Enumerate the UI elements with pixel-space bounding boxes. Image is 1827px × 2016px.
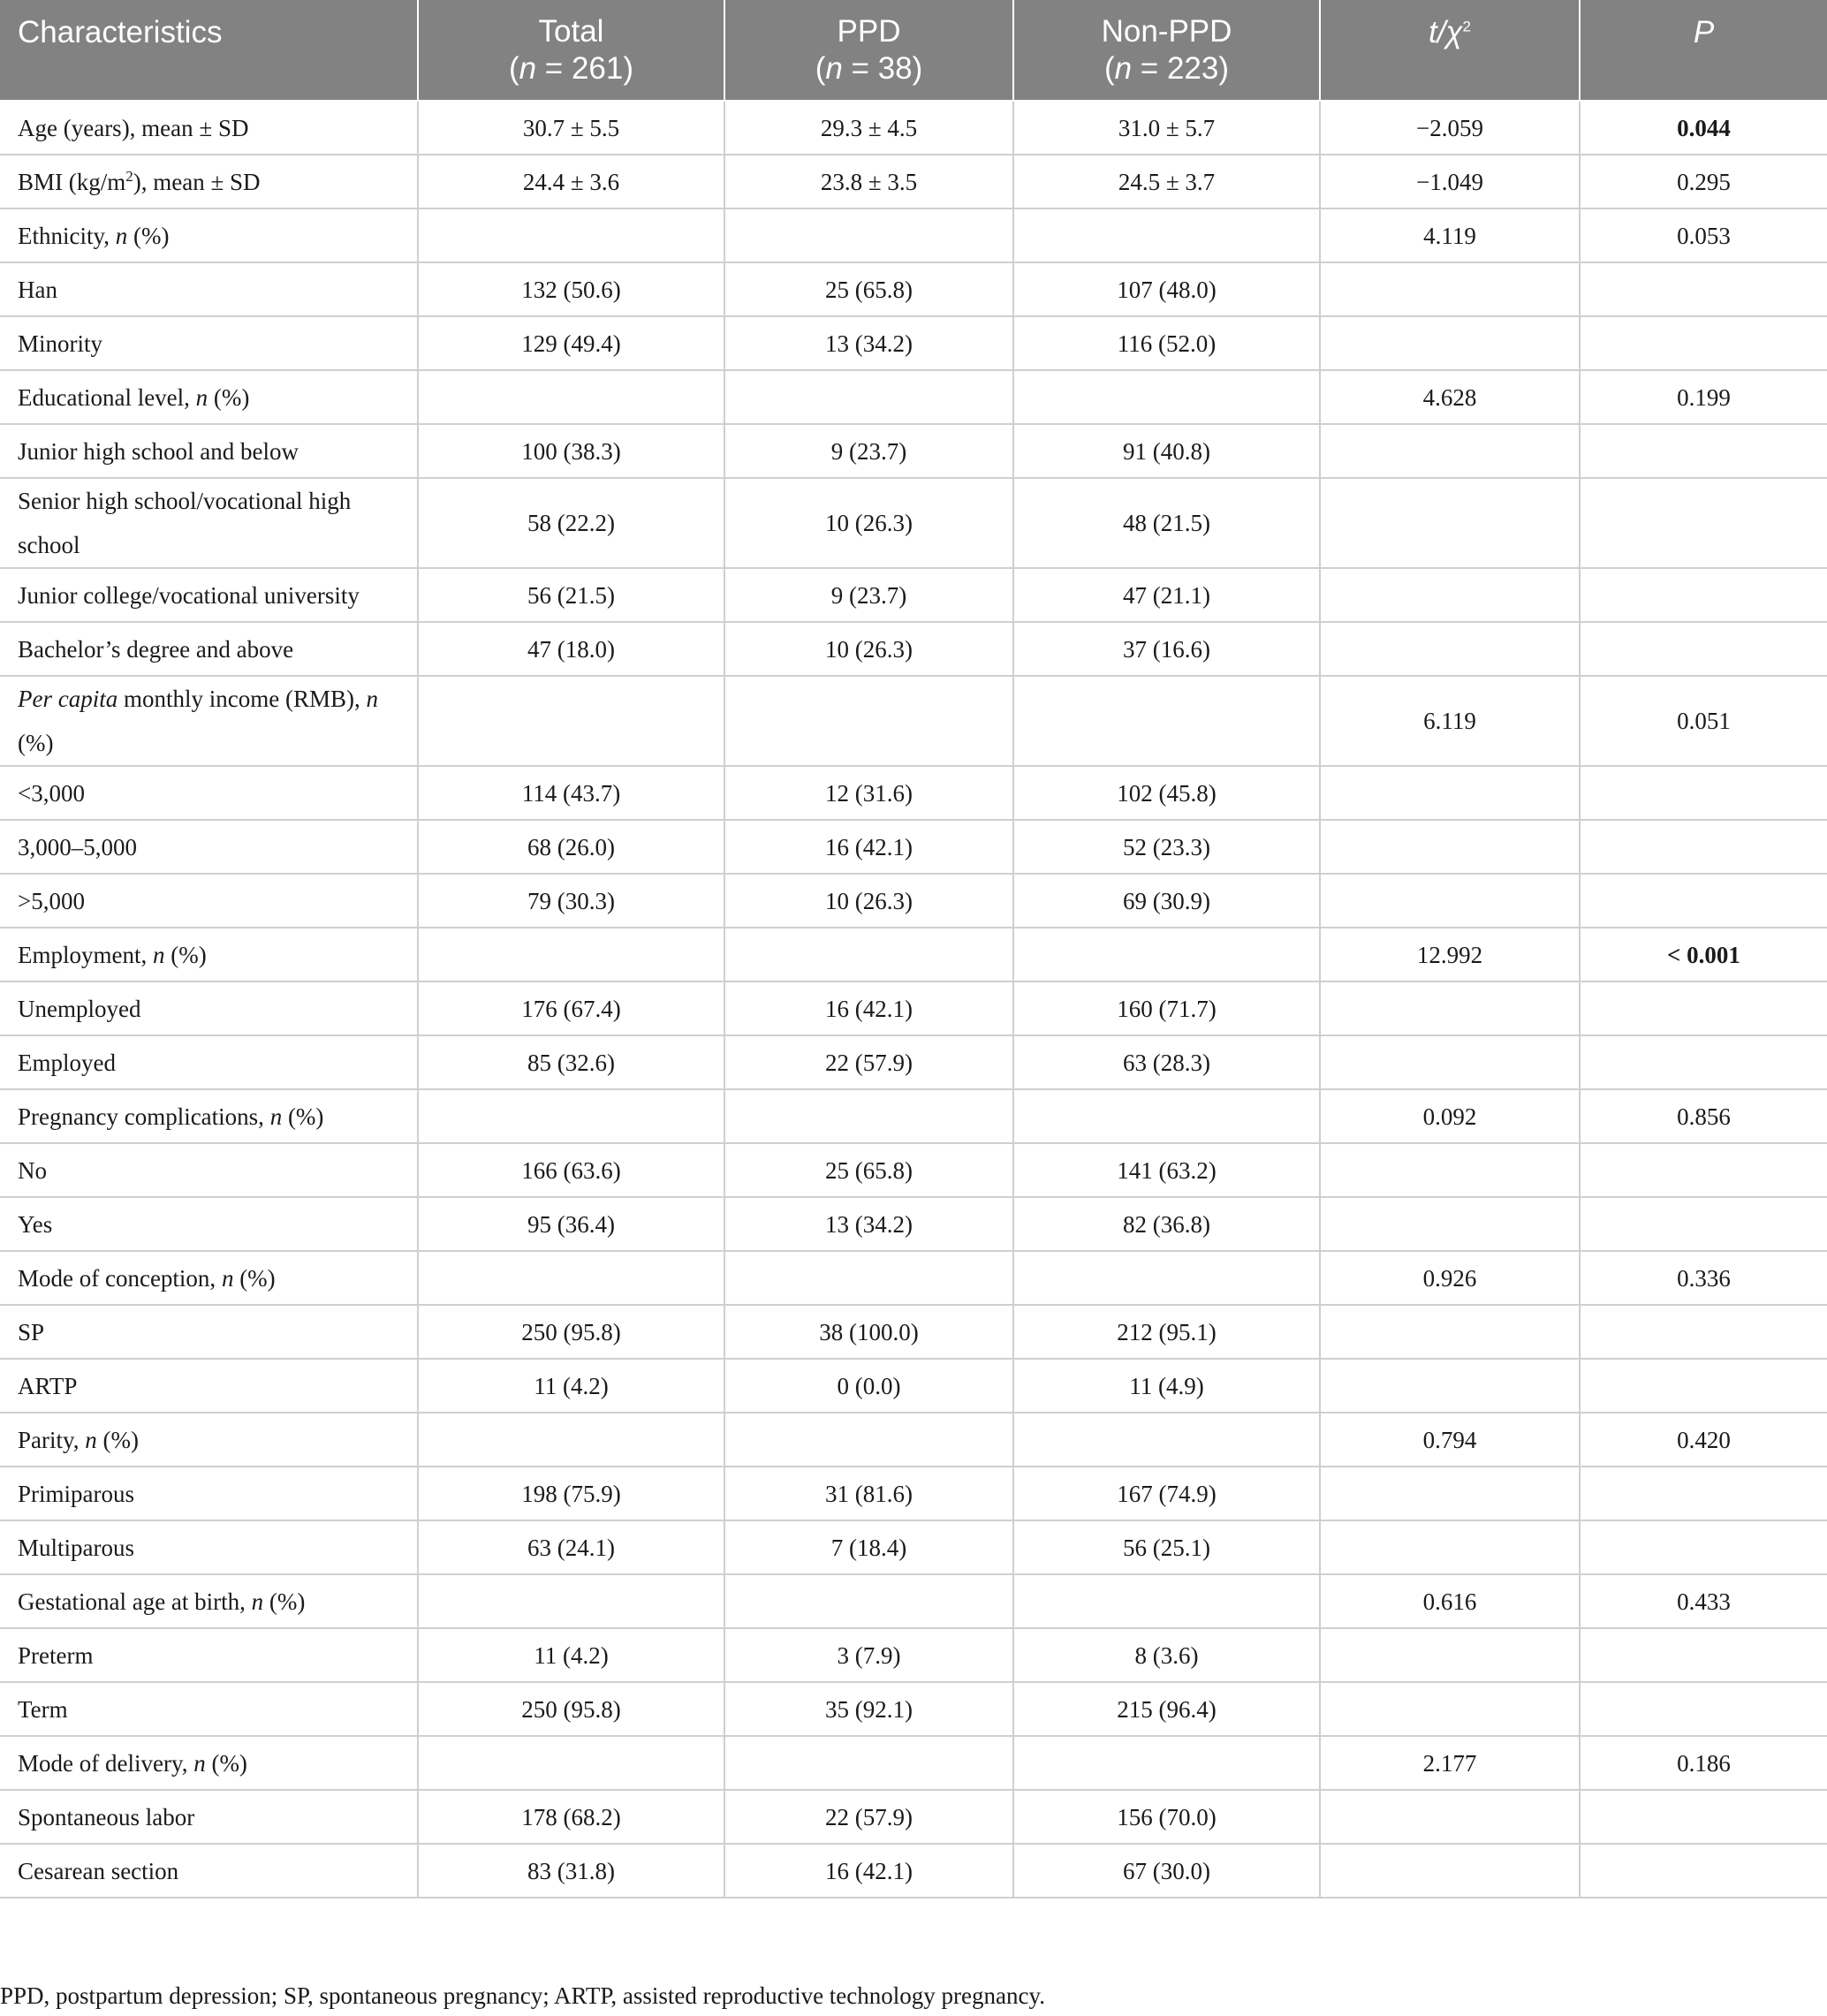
row-label-part: Pregnancy complications, <box>18 1103 270 1130</box>
header-total-label: Total <box>538 13 604 49</box>
cell-p <box>1580 820 1827 874</box>
cell-p <box>1580 1143 1827 1197</box>
header-p <box>1580 0 1827 101</box>
row-label: No <box>0 1143 418 1197</box>
row-label: >5,000 <box>0 874 418 928</box>
cell-nonppd: 8 (3.6) <box>1013 1628 1320 1682</box>
row-label: Cesarean section <box>0 1844 418 1898</box>
cell-total: 85 (32.6) <box>418 1035 724 1089</box>
row-label-part: (%) <box>205 1749 247 1777</box>
cell-nonppd: 11 (4.9) <box>1013 1359 1320 1413</box>
header-total <box>418 0 724 101</box>
cell-p <box>1580 1844 1827 1898</box>
cell-ppd <box>724 1574 1013 1628</box>
cell-stat: 4.119 <box>1320 208 1580 262</box>
row-label: 3,000–5,000 <box>0 820 418 874</box>
row-label-part: n <box>85 1426 97 1453</box>
cell-p: 0.044 <box>1580 101 1827 155</box>
cell-ppd: 10 (26.3) <box>724 622 1013 676</box>
cell-total: 24.4 ± 3.6 <box>418 155 724 208</box>
cell-ppd: 10 (26.3) <box>724 478 1013 568</box>
table-footnote: PPD, postpartum depression; SP, spontaneous pregnancy; ARTP, assisted reproductive technology pregnancy. <box>0 1982 1045 2009</box>
table-row <box>0 424 1827 478</box>
cell-p <box>1580 1305 1827 1359</box>
cell-ppd: 25 (65.8) <box>724 262 1013 316</box>
cell-p <box>1580 316 1827 370</box>
cell-nonppd: 24.5 ± 3.7 <box>1013 155 1320 208</box>
row-label-part: (%) <box>282 1103 324 1130</box>
cell-stat: −2.059 <box>1320 101 1580 155</box>
row-label-part: BMI (kg/m <box>18 168 126 195</box>
header-stat-label: t/χ <box>1428 15 1463 49</box>
cell-ppd: 10 (26.3) <box>724 874 1013 928</box>
cell-ppd: 0 (0.0) <box>724 1359 1013 1413</box>
row-label-part: Educational level, <box>18 383 196 411</box>
cell-stat: 0.092 <box>1320 1089 1580 1143</box>
cell-total: 83 (31.8) <box>418 1844 724 1898</box>
row-label: SP <box>0 1305 418 1359</box>
table-header <box>0 0 1827 101</box>
cell-stat: 0.616 <box>1320 1574 1580 1628</box>
cell-nonppd <box>1013 208 1320 262</box>
table-row <box>0 1197 1827 1251</box>
cell-ppd <box>724 1413 1013 1467</box>
table-row <box>0 1413 1827 1467</box>
header-nonppd <box>1013 0 1320 101</box>
cell-stat <box>1320 766 1580 820</box>
cell-p <box>1580 1359 1827 1413</box>
cell-ppd: 25 (65.8) <box>724 1143 1013 1197</box>
cell-p <box>1580 1467 1827 1520</box>
row-label-part: Mode of delivery, <box>18 1749 194 1777</box>
cell-stat <box>1320 981 1580 1035</box>
cell-nonppd <box>1013 1089 1320 1143</box>
table-row <box>0 676 1827 766</box>
table-row <box>0 1035 1827 1089</box>
table-row <box>0 766 1827 820</box>
row-label <box>0 928 418 981</box>
cell-p <box>1580 874 1827 928</box>
cell-ppd <box>724 208 1013 262</box>
cell-stat <box>1320 262 1580 316</box>
cell-total: 250 (95.8) <box>418 1682 724 1736</box>
header-stat-sup: 2 <box>1462 18 1472 35</box>
cell-stat: −1.049 <box>1320 155 1580 208</box>
cell-stat <box>1320 1035 1580 1089</box>
cell-nonppd: 160 (71.7) <box>1013 981 1320 1035</box>
table-row <box>0 622 1827 676</box>
cell-ppd: 38 (100.0) <box>724 1305 1013 1359</box>
row-label <box>0 370 418 424</box>
cell-ppd: 7 (18.4) <box>724 1520 1013 1574</box>
cell-nonppd <box>1013 1574 1320 1628</box>
row-label: Bachelor’s degree and above <box>0 622 418 676</box>
cell-p: < 0.001 <box>1580 928 1827 981</box>
table-row <box>0 1143 1827 1197</box>
table-row <box>0 820 1827 874</box>
row-label-part: Per capita <box>18 686 118 712</box>
row-label <box>0 155 418 208</box>
row-label: ARTP <box>0 1359 418 1413</box>
row-label <box>0 1574 418 1628</box>
row-label-part: (%) <box>18 730 54 756</box>
header-characteristics-label: Characteristics <box>18 15 223 49</box>
cell-nonppd: 212 (95.1) <box>1013 1305 1320 1359</box>
row-label: Spontaneous labor <box>0 1790 418 1844</box>
cell-stat <box>1320 424 1580 478</box>
header-total-n: (n = 261) <box>508 50 634 86</box>
row-label: Preterm <box>0 1628 418 1682</box>
cell-p <box>1580 424 1827 478</box>
cell-ppd: 23.8 ± 3.5 <box>724 155 1013 208</box>
cell-total: 198 (75.9) <box>418 1467 724 1520</box>
row-label: Primiparous <box>0 1467 418 1520</box>
cell-total <box>418 1089 724 1143</box>
cell-stat <box>1320 622 1580 676</box>
cell-ppd: 22 (57.9) <box>724 1790 1013 1844</box>
row-label-part: Parity, <box>18 1426 86 1453</box>
cell-nonppd: 156 (70.0) <box>1013 1790 1320 1844</box>
cell-ppd: 13 (34.2) <box>724 1197 1013 1251</box>
cell-total: 79 (30.3) <box>418 874 724 928</box>
row-label-part: Gestational age at birth, <box>18 1588 252 1615</box>
cell-p <box>1580 568 1827 622</box>
header-ppd-n: (n = 38) <box>815 50 923 86</box>
row-label-part: n <box>269 1103 283 1130</box>
cell-nonppd: 102 (45.8) <box>1013 766 1320 820</box>
cell-p <box>1580 766 1827 820</box>
cell-ppd: 3 (7.9) <box>724 1628 1013 1682</box>
row-label: Multiparous <box>0 1520 418 1574</box>
row-label <box>0 208 418 262</box>
header-ppd <box>724 0 1013 101</box>
cell-stat: 6.119 <box>1320 676 1580 766</box>
cell-ppd <box>724 928 1013 981</box>
table-row <box>0 1520 1827 1574</box>
cell-total: 68 (26.0) <box>418 820 724 874</box>
cell-nonppd <box>1013 1251 1320 1305</box>
row-label-part: (%) <box>164 941 207 968</box>
cell-p: 0.433 <box>1580 1574 1827 1628</box>
cell-stat <box>1320 820 1580 874</box>
table-row <box>0 981 1827 1035</box>
cell-p: 0.053 <box>1580 208 1827 262</box>
cell-total: 47 (18.0) <box>418 622 724 676</box>
cell-nonppd: 215 (96.4) <box>1013 1682 1320 1736</box>
cell-p: 0.420 <box>1580 1413 1827 1467</box>
cell-nonppd: 107 (48.0) <box>1013 262 1320 316</box>
header-ppd-label: PPD <box>837 13 901 49</box>
cell-stat <box>1320 1359 1580 1413</box>
table-row <box>0 928 1827 981</box>
cell-nonppd: 48 (21.5) <box>1013 478 1320 568</box>
row-label: Junior high school and below <box>0 424 418 478</box>
cell-stat: 0.926 <box>1320 1251 1580 1305</box>
cell-p <box>1580 981 1827 1035</box>
row-label-part: Employment, <box>18 941 153 968</box>
cell-stat <box>1320 1844 1580 1898</box>
header-nonppd-n: (n = 223) <box>1103 50 1230 86</box>
table-row <box>0 1682 1827 1736</box>
cell-ppd <box>724 370 1013 424</box>
table-row <box>0 370 1827 424</box>
row-label: Junior college/vocational university <box>0 568 418 622</box>
cell-nonppd: 47 (21.1) <box>1013 568 1320 622</box>
table-row <box>0 1467 1827 1520</box>
header-stat <box>1320 0 1580 101</box>
cell-total: 132 (50.6) <box>418 262 724 316</box>
cell-stat: 4.628 <box>1320 370 1580 424</box>
cell-ppd <box>724 1736 1013 1790</box>
cell-stat: 12.992 <box>1320 928 1580 981</box>
cell-stat <box>1320 1790 1580 1844</box>
row-label: Age (years), mean ± SD <box>0 101 418 155</box>
table-row <box>0 478 1827 568</box>
cell-ppd: 13 (34.2) <box>724 316 1013 370</box>
cell-p <box>1580 1197 1827 1251</box>
header-row <box>0 0 1827 101</box>
cell-p: 0.336 <box>1580 1251 1827 1305</box>
table-row <box>0 1359 1827 1413</box>
cell-nonppd: 52 (23.3) <box>1013 820 1320 874</box>
cell-nonppd <box>1013 1736 1320 1790</box>
cell-total: 63 (24.1) <box>418 1520 724 1574</box>
header-nonppd-label: Non-PPD <box>1101 13 1232 49</box>
cell-stat: 0.794 <box>1320 1413 1580 1467</box>
cell-nonppd <box>1013 928 1320 981</box>
cell-nonppd: 31.0 ± 5.7 <box>1013 101 1320 155</box>
cell-nonppd: 56 (25.1) <box>1013 1520 1320 1574</box>
row-label-part: n <box>221 1264 234 1292</box>
table-row <box>0 1844 1827 1898</box>
table-row <box>0 262 1827 316</box>
cell-stat <box>1320 1628 1580 1682</box>
cell-nonppd <box>1013 676 1320 766</box>
cell-total: 250 (95.8) <box>418 1305 724 1359</box>
table-row <box>0 1251 1827 1305</box>
row-label: Term <box>0 1682 418 1736</box>
cell-total: 178 (68.2) <box>418 1790 724 1844</box>
cell-stat <box>1320 478 1580 568</box>
table-row <box>0 208 1827 262</box>
row-label-part: (%) <box>208 383 250 411</box>
row-label-part: n <box>251 1588 264 1615</box>
row-label: Han <box>0 262 418 316</box>
cell-nonppd: 63 (28.3) <box>1013 1035 1320 1089</box>
row-label <box>0 1251 418 1305</box>
cell-total: 166 (63.6) <box>418 1143 724 1197</box>
cell-ppd: 12 (31.6) <box>724 766 1013 820</box>
cell-p <box>1580 478 1827 568</box>
cell-stat <box>1320 1520 1580 1574</box>
cell-total: 100 (38.3) <box>418 424 724 478</box>
cell-total <box>418 1413 724 1467</box>
cell-ppd: 31 (81.6) <box>724 1467 1013 1520</box>
cell-p <box>1580 1790 1827 1844</box>
cell-total: 114 (43.7) <box>418 766 724 820</box>
cell-total <box>418 1736 724 1790</box>
row-label <box>0 1089 418 1143</box>
cell-total <box>418 208 724 262</box>
table-row <box>0 316 1827 370</box>
table-row <box>0 1574 1827 1628</box>
row-label-part: (%) <box>233 1264 276 1292</box>
table-row <box>0 155 1827 208</box>
cell-nonppd: 37 (16.6) <box>1013 622 1320 676</box>
cell-total: 11 (4.2) <box>418 1359 724 1413</box>
row-label <box>0 1413 418 1467</box>
cell-nonppd: 69 (30.9) <box>1013 874 1320 928</box>
cell-ppd <box>724 676 1013 766</box>
cell-p <box>1580 622 1827 676</box>
cell-nonppd: 141 (63.2) <box>1013 1143 1320 1197</box>
cell-ppd: 22 (57.9) <box>724 1035 1013 1089</box>
cell-total: 95 (36.4) <box>418 1197 724 1251</box>
cell-total <box>418 676 724 766</box>
cell-ppd <box>724 1089 1013 1143</box>
cell-stat <box>1320 1197 1580 1251</box>
row-label-part: n <box>115 222 128 249</box>
cell-total <box>418 1251 724 1305</box>
cell-ppd: 16 (42.1) <box>724 820 1013 874</box>
cell-p: 0.186 <box>1580 1736 1827 1790</box>
cell-nonppd: 116 (52.0) <box>1013 316 1320 370</box>
table-row <box>0 568 1827 622</box>
cell-p <box>1580 262 1827 316</box>
row-label-part: (%) <box>96 1426 139 1453</box>
row-label: Yes <box>0 1197 418 1251</box>
row-label-part: n <box>152 941 165 968</box>
cell-ppd: 35 (92.1) <box>724 1682 1013 1736</box>
cell-p: 0.199 <box>1580 370 1827 424</box>
cell-nonppd: 67 (30.0) <box>1013 1844 1320 1898</box>
cell-ppd: 16 (42.1) <box>724 1844 1013 1898</box>
row-label-part: ), mean ± SD <box>133 168 261 195</box>
cell-p: 0.856 <box>1580 1089 1827 1143</box>
cell-ppd: 29.3 ± 4.5 <box>724 101 1013 155</box>
cell-ppd: 9 (23.7) <box>724 424 1013 478</box>
cell-total: 58 (22.2) <box>418 478 724 568</box>
table-body <box>0 101 1827 1898</box>
row-label: Unemployed <box>0 981 418 1035</box>
cell-total: 56 (21.5) <box>418 568 724 622</box>
row-label: Employed <box>0 1035 418 1089</box>
cell-p <box>1580 1520 1827 1574</box>
row-label-part: monthly income (RMB), <box>118 686 367 712</box>
cell-total: 11 (4.2) <box>418 1628 724 1682</box>
cell-total <box>418 1574 724 1628</box>
cell-ppd <box>724 1251 1013 1305</box>
cell-p <box>1580 1628 1827 1682</box>
cell-p: 0.295 <box>1580 155 1827 208</box>
cell-p <box>1580 1682 1827 1736</box>
cell-stat <box>1320 1305 1580 1359</box>
cell-ppd: 16 (42.1) <box>724 981 1013 1035</box>
row-label-part: n <box>195 383 208 411</box>
row-label: <3,000 <box>0 766 418 820</box>
cell-nonppd <box>1013 370 1320 424</box>
row-label: Minority <box>0 316 418 370</box>
cell-total: 129 (49.4) <box>418 316 724 370</box>
cell-stat <box>1320 568 1580 622</box>
header-p-label: P <box>1693 15 1715 49</box>
table-row <box>0 1628 1827 1682</box>
row-label-part: Mode of conception, <box>18 1264 222 1292</box>
table-row <box>0 1305 1827 1359</box>
cell-nonppd: 167 (74.9) <box>1013 1467 1320 1520</box>
cell-stat <box>1320 874 1580 928</box>
cell-total: 30.7 ± 5.5 <box>418 101 724 155</box>
cell-total <box>418 928 724 981</box>
row-label-part: (%) <box>263 1588 306 1615</box>
cell-stat <box>1320 1143 1580 1197</box>
cell-stat <box>1320 1682 1580 1736</box>
cell-stat <box>1320 1467 1580 1520</box>
cell-nonppd: 91 (40.8) <box>1013 424 1320 478</box>
row-label-part: n <box>366 686 378 712</box>
table-row <box>0 1089 1827 1143</box>
table-row <box>0 874 1827 928</box>
row-label-part: n <box>193 1749 206 1777</box>
row-label <box>0 676 418 766</box>
cell-nonppd <box>1013 1413 1320 1467</box>
cell-ppd: 9 (23.7) <box>724 568 1013 622</box>
table-row <box>0 101 1827 155</box>
table-row <box>0 1790 1827 1844</box>
cell-nonppd: 82 (36.8) <box>1013 1197 1320 1251</box>
cell-total: 176 (67.4) <box>418 981 724 1035</box>
table-row <box>0 1736 1827 1790</box>
cell-total <box>418 370 724 424</box>
cell-stat <box>1320 316 1580 370</box>
cell-stat: 2.177 <box>1320 1736 1580 1790</box>
cell-p: 0.051 <box>1580 676 1827 766</box>
row-label <box>0 1736 418 1790</box>
header-characteristics <box>0 0 418 101</box>
row-label-part: 2 <box>125 167 133 185</box>
row-label: Senior high school/vocational high school <box>0 478 418 568</box>
row-label-part: (%) <box>127 222 170 249</box>
cell-p <box>1580 1035 1827 1089</box>
row-label-part: Ethnicity, <box>18 222 116 249</box>
